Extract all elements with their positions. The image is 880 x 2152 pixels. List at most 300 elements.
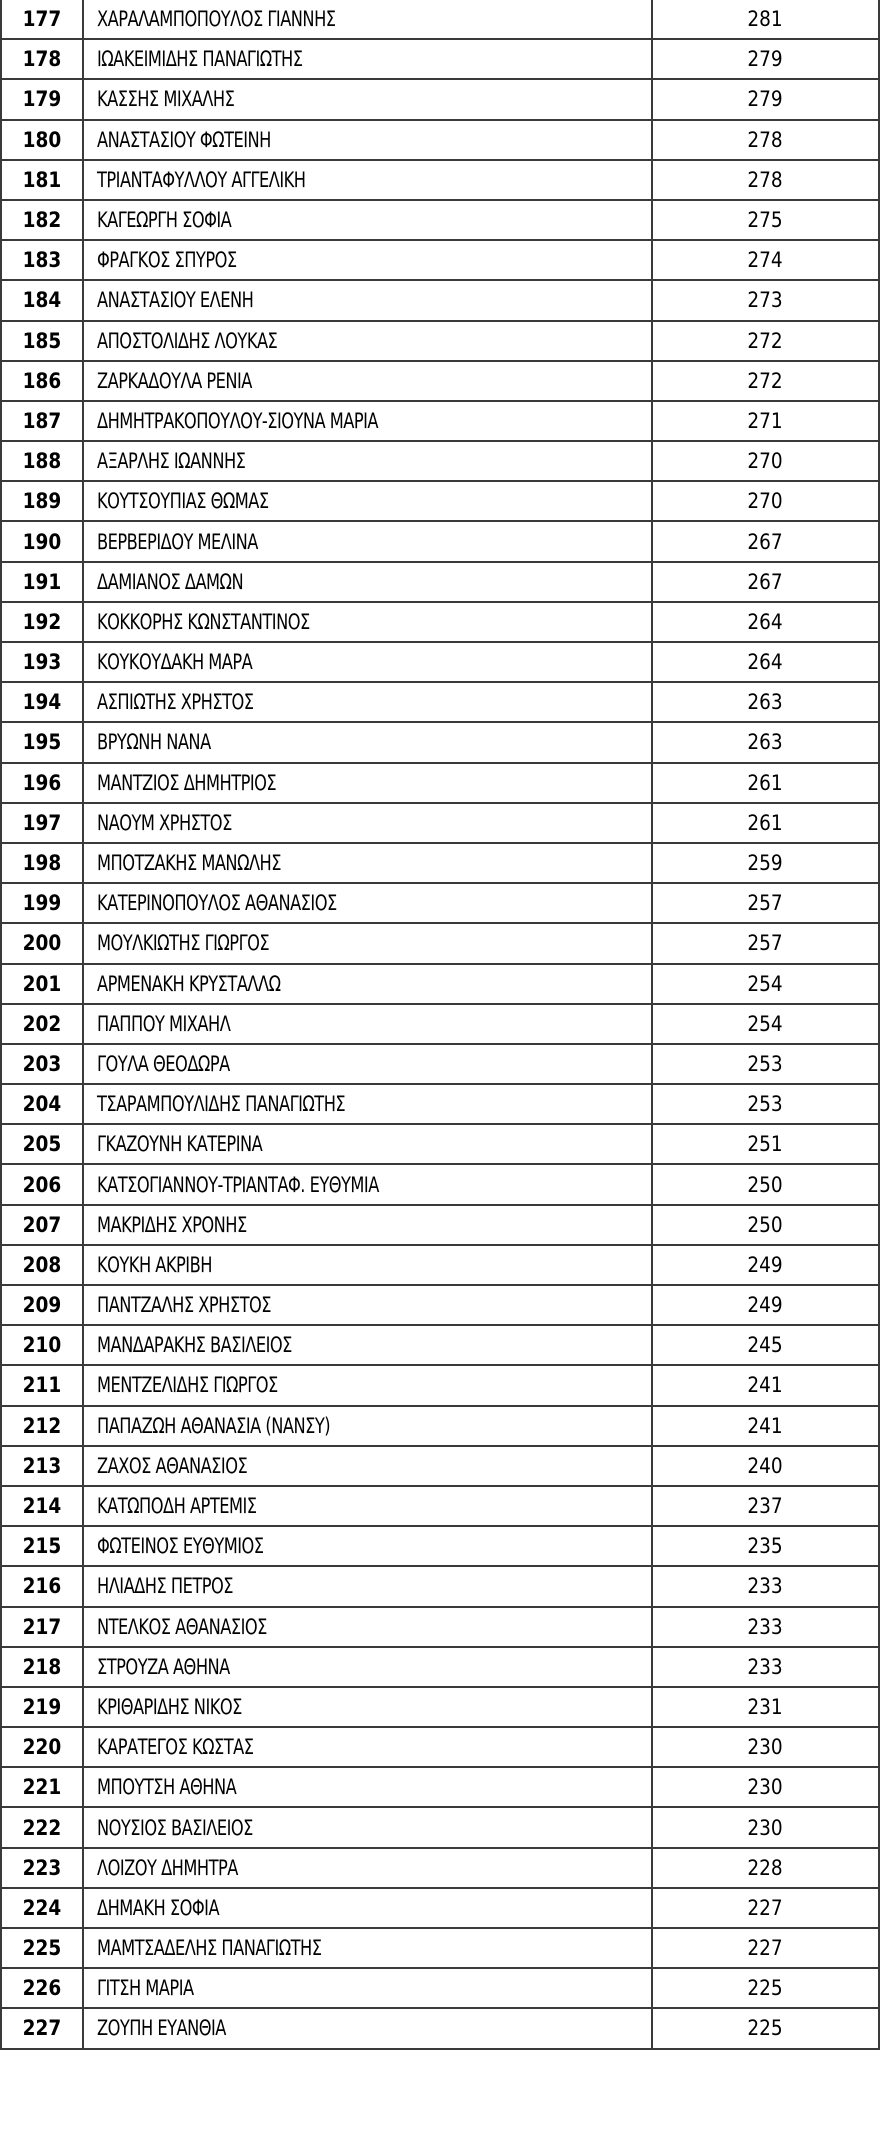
rank-cell xyxy=(1,1325,83,1365)
table-row xyxy=(1,763,879,803)
points-value: 233 xyxy=(747,1614,784,1639)
rank-cell xyxy=(1,1526,83,1566)
table-row xyxy=(1,1848,879,1888)
rank-number: 198 xyxy=(22,851,62,876)
name-cell xyxy=(83,1928,652,1968)
points-cell xyxy=(652,79,879,119)
points-value: 227 xyxy=(747,1936,784,1961)
candidate-name: ΜΑΚΡΙΔΗΣ ΧΡΟΝΗΣ xyxy=(97,1212,247,1237)
candidate-name: ΚΑΡΑΤΕΓΟΣ ΚΩΣΤΑΣ xyxy=(97,1735,254,1760)
table-row xyxy=(1,1004,879,1044)
candidate-name: ΑΡΜΕΝΑΚΗ ΚΡΥΣΤΑΛΛΩ xyxy=(97,971,281,996)
name-cell xyxy=(83,1526,652,1566)
name-cell xyxy=(83,1607,652,1647)
points-value: 241 xyxy=(747,1373,784,1398)
rank-number: 197 xyxy=(22,810,62,835)
name-cell xyxy=(83,1084,652,1124)
rank-cell xyxy=(1,521,83,561)
points-cell xyxy=(652,321,879,361)
candidate-name: ΝΟΥΣΙΟΣ ΒΑΣΙΛΕΙΟΣ xyxy=(97,1815,253,1840)
table-row xyxy=(1,1566,879,1606)
points-cell xyxy=(652,280,879,320)
candidate-name: ΚΡΙΘΑΡΙΔΗΣ ΝΙΚΟΣ xyxy=(97,1694,242,1719)
points-value: 279 xyxy=(747,87,784,112)
table-row xyxy=(1,682,879,722)
rank-number: 204 xyxy=(22,1092,62,1117)
table-row xyxy=(1,1727,879,1767)
rank-number: 218 xyxy=(22,1654,62,1679)
points-value: 263 xyxy=(747,730,784,755)
rank-cell xyxy=(1,1928,83,1968)
points-value: 281 xyxy=(747,7,784,32)
table-row xyxy=(1,441,879,481)
candidate-name: ΖΑΧΟΣ ΑΘΑΝΑΣΙΟΣ xyxy=(97,1453,248,1478)
name-cell xyxy=(83,562,652,602)
table-row xyxy=(1,361,879,401)
rank-number: 187 xyxy=(22,408,62,433)
points-cell xyxy=(652,642,879,682)
rank-number: 183 xyxy=(22,248,62,273)
rank-cell xyxy=(1,722,83,762)
candidate-name: ΙΩΑΚΕΙΜΙΔΗΣ ΠΑΝΑΓΙΩΤΗΣ xyxy=(97,47,303,72)
points-cell xyxy=(652,1164,879,1204)
points-cell xyxy=(652,240,879,280)
points-value: 274 xyxy=(747,248,784,273)
table-row xyxy=(1,321,879,361)
candidate-name: ΔΗΜΑΚΗ ΣΟΦΙΑ xyxy=(97,1895,220,1920)
rank-number: 214 xyxy=(22,1494,62,1519)
rank-cell xyxy=(1,361,83,401)
name-cell xyxy=(83,1888,652,1928)
name-cell xyxy=(83,79,652,119)
rank-cell xyxy=(1,1004,83,1044)
table-row xyxy=(1,1807,879,1847)
table-row xyxy=(1,160,879,200)
points-value: 233 xyxy=(747,1654,784,1679)
rank-number: 203 xyxy=(22,1051,62,1076)
rank-cell xyxy=(1,160,83,200)
points-cell xyxy=(652,1727,879,1767)
points-value: 250 xyxy=(747,1212,784,1237)
candidate-name: ΦΩΤΕΙΝΟΣ ΕΥΘΥΜΙΟΣ xyxy=(97,1534,264,1559)
candidate-name: ΜΕΝΤΖΕΛΙΔΗΣ ΓΙΩΡΓΟΣ xyxy=(97,1373,278,1398)
candidate-name: ΧΑΡΑΛΑΜΠΟΠΟΥΛΟΣ ΓΙΑΝΝΗΣ xyxy=(97,7,336,32)
points-cell xyxy=(652,0,879,39)
points-value: 270 xyxy=(747,489,784,514)
candidate-name: ΚΑΓΕΩΡΓΗ ΣΟΦΙΑ xyxy=(97,208,232,233)
rank-cell xyxy=(1,1446,83,1486)
rank-number: 181 xyxy=(22,167,62,192)
points-value: 254 xyxy=(747,1011,784,1036)
candidate-name: ΠΑΠΑΖΩΗ ΑΘΑΝΑΣΙΑ (ΝΑΝΣΥ) xyxy=(97,1413,331,1438)
table-row xyxy=(1,1928,879,1968)
points-cell xyxy=(652,1928,879,1968)
name-cell xyxy=(83,602,652,642)
points-cell xyxy=(652,200,879,240)
candidate-name: ΛΟΙΖΟΥ ΔΗΜΗΤΡΑ xyxy=(97,1855,238,1880)
rank-number: 178 xyxy=(22,47,62,72)
points-cell xyxy=(652,602,879,642)
candidate-name: ΜΠΟΥΤΣΗ ΑΘΗΝΑ xyxy=(97,1775,237,1800)
table-row xyxy=(1,1406,879,1446)
points-value: 225 xyxy=(747,1976,784,2001)
rank-cell xyxy=(1,401,83,441)
name-cell xyxy=(83,1486,652,1526)
rank-cell xyxy=(1,883,83,923)
points-value: 241 xyxy=(747,1413,784,1438)
rank-number: 208 xyxy=(22,1252,62,1277)
points-cell xyxy=(652,481,879,521)
table-row xyxy=(1,1687,879,1727)
table-row xyxy=(1,1084,879,1124)
points-value: 279 xyxy=(747,47,784,72)
rank-number: 194 xyxy=(22,690,62,715)
points-value: 275 xyxy=(747,208,784,233)
name-cell xyxy=(83,39,652,79)
rank-number: 201 xyxy=(22,971,62,996)
candidate-name: ΜΑΜΤΣΑΔΕΛΗΣ ΠΑΝΑΓΙΩΤΗΣ xyxy=(97,1936,322,1961)
points-value: 230 xyxy=(747,1775,784,1800)
candidate-name: ΚΟΥΚΟΥΔΑΚΗ ΜΑΡΑ xyxy=(97,650,253,675)
points-cell xyxy=(652,1446,879,1486)
candidate-name: ΑΠΟΣΤΟΛΙΔΗΣ ΛΟΥΚΑΣ xyxy=(97,328,278,353)
table-row xyxy=(1,401,879,441)
points-value: 235 xyxy=(747,1534,784,1559)
name-cell xyxy=(83,200,652,240)
table-row xyxy=(1,1365,879,1405)
points-value: 245 xyxy=(747,1333,784,1358)
points-value: 272 xyxy=(747,368,784,393)
candidate-name: ΝΑΟΥΜ ΧΡΗΣΤΟΣ xyxy=(97,810,232,835)
rank-number: 199 xyxy=(22,891,62,916)
candidate-name: ΤΡΙΑΝΤΑΦΥΛΛΟΥ ΑΓΓΕΛΙΚΗ xyxy=(97,167,306,192)
points-cell xyxy=(652,1526,879,1566)
points-value: 240 xyxy=(747,1453,784,1478)
points-cell xyxy=(652,964,879,1004)
candidate-name: ΒΡΥΩΝΗ ΝΑΝΑ xyxy=(97,730,211,755)
rank-number: 185 xyxy=(22,328,62,353)
candidate-name: ΚΑΤΕΡΙΝΟΠΟΥΛΟΣ ΑΘΑΝΑΣΙΟΣ xyxy=(97,891,337,916)
points-cell xyxy=(652,923,879,963)
rank-cell xyxy=(1,1486,83,1526)
name-cell xyxy=(83,1365,652,1405)
points-value: 228 xyxy=(747,1855,784,1880)
candidate-name: ΓΙΤΣΗ ΜΑΡΙΑ xyxy=(97,1976,194,2001)
candidate-name: ΜΟΥΛΚΙΩΤΗΣ ΓΙΩΡΓΟΣ xyxy=(97,931,270,956)
points-cell xyxy=(652,1607,879,1647)
rank-number: 193 xyxy=(22,650,62,675)
rank-number: 182 xyxy=(22,208,62,233)
points-cell xyxy=(652,160,879,200)
candidate-name: ΔΑΜΙΑΝΟΣ ΔΑΜΩΝ xyxy=(97,569,244,594)
points-value: 249 xyxy=(747,1293,784,1318)
points-value: 227 xyxy=(747,1895,784,1920)
rank-cell xyxy=(1,562,83,602)
table-row xyxy=(1,1767,879,1807)
points-cell xyxy=(652,1406,879,1446)
points-value: 230 xyxy=(747,1735,784,1760)
table-row xyxy=(1,1245,879,1285)
points-cell xyxy=(652,1647,879,1687)
points-cell xyxy=(652,1767,879,1807)
rank-cell xyxy=(1,1968,83,2008)
rank-cell xyxy=(1,1727,83,1767)
table-row xyxy=(1,1888,879,1928)
table-row xyxy=(1,1968,879,2008)
candidate-name: ΑΝΑΣΤΑΣΙΟΥ ΦΩΤΕΙΝΗ xyxy=(97,127,271,152)
name-cell xyxy=(83,1807,652,1847)
candidate-name: ΗΛΙΑΔΗΣ ΠΕΤΡΟΣ xyxy=(97,1574,234,1599)
points-value: 271 xyxy=(747,408,784,433)
points-cell xyxy=(652,1687,879,1727)
name-cell xyxy=(83,803,652,843)
rank-cell xyxy=(1,964,83,1004)
name-cell xyxy=(83,280,652,320)
rank-number: 190 xyxy=(22,529,62,554)
rank-cell xyxy=(1,280,83,320)
candidate-name: ΜΑΝΔΑΡΑΚΗΣ ΒΑΣΙΛΕΙΟΣ xyxy=(97,1333,292,1358)
points-value: 249 xyxy=(747,1252,784,1277)
rank-number: 213 xyxy=(22,1453,62,1478)
rank-cell xyxy=(1,1888,83,1928)
points-cell xyxy=(652,1365,879,1405)
name-cell xyxy=(83,1566,652,1606)
table-row xyxy=(1,1446,879,1486)
name-cell xyxy=(83,1767,652,1807)
rank-cell xyxy=(1,1124,83,1164)
points-cell xyxy=(652,562,879,602)
points-value: 237 xyxy=(747,1494,784,1519)
name-cell xyxy=(83,843,652,883)
points-cell xyxy=(652,1486,879,1526)
name-cell xyxy=(83,441,652,481)
name-cell xyxy=(83,1968,652,2008)
table-row xyxy=(1,1124,879,1164)
points-cell xyxy=(652,1807,879,1847)
table-row xyxy=(1,481,879,521)
table-row xyxy=(1,923,879,963)
candidate-name: ΚΑΤΣΟΓΙΑΝΝΟΥ-ΤΡΙΑΝΤΑΦ. ΕΥΘΥΜΙΑ xyxy=(97,1172,379,1197)
points-value: 259 xyxy=(747,851,784,876)
rank-cell xyxy=(1,1848,83,1888)
name-cell xyxy=(83,1848,652,1888)
table-row xyxy=(1,1044,879,1084)
name-cell xyxy=(83,642,652,682)
name-cell xyxy=(83,401,652,441)
candidate-name: ΠΑΝΤΖΑΛΗΣ ΧΡΗΣΤΟΣ xyxy=(97,1293,272,1318)
points-value: 251 xyxy=(747,1132,784,1157)
rank-cell xyxy=(1,602,83,642)
rank-cell xyxy=(1,1365,83,1405)
points-value: 257 xyxy=(747,931,784,956)
rank-cell xyxy=(1,642,83,682)
points-cell xyxy=(652,1325,879,1365)
name-cell xyxy=(83,321,652,361)
rank-cell xyxy=(1,1406,83,1446)
rank-number: 191 xyxy=(22,569,62,594)
candidate-name: ΖΟΥΠΗ ΕΥΑΝΘΙΑ xyxy=(97,2016,226,2041)
name-cell xyxy=(83,481,652,521)
points-cell xyxy=(652,722,879,762)
table-row xyxy=(1,120,879,160)
name-cell xyxy=(83,120,652,160)
table-row xyxy=(1,1647,879,1687)
points-cell xyxy=(652,441,879,481)
name-cell xyxy=(83,1647,652,1687)
name-cell xyxy=(83,682,652,722)
table-row xyxy=(1,1526,879,1566)
points-value: 250 xyxy=(747,1172,784,1197)
table-row xyxy=(1,803,879,843)
rank-cell xyxy=(1,1164,83,1204)
table-row xyxy=(1,240,879,280)
table-row xyxy=(1,521,879,561)
candidate-name: ΑΞΑΡΛΗΣ ΙΩΑΝΝΗΣ xyxy=(97,449,246,474)
points-value: 278 xyxy=(747,167,784,192)
table-row xyxy=(1,79,879,119)
rank-cell xyxy=(1,39,83,79)
rank-number: 221 xyxy=(22,1775,62,1800)
name-cell xyxy=(83,1727,652,1767)
candidate-name: ΚΑΣΣΗΣ ΜΙΧΑΛΗΣ xyxy=(97,87,235,112)
table-row xyxy=(1,883,879,923)
rank-number: 188 xyxy=(22,449,62,474)
points-cell xyxy=(652,1124,879,1164)
rank-cell xyxy=(1,1044,83,1084)
rank-cell xyxy=(1,923,83,963)
candidate-name: ΚΑΤΩΠΟΔΗ ΑΡΤΕΜΙΣ xyxy=(97,1494,257,1519)
candidate-name: ΚΟΥΚΗ ΑΚΡΙΒΗ xyxy=(97,1252,212,1277)
rank-cell xyxy=(1,843,83,883)
points-cell xyxy=(652,1084,879,1124)
rank-number: 179 xyxy=(22,87,62,112)
name-cell xyxy=(83,240,652,280)
name-cell xyxy=(83,2008,652,2048)
rank-number: 207 xyxy=(22,1212,62,1237)
rank-number: 186 xyxy=(22,368,62,393)
name-cell xyxy=(83,1205,652,1245)
table-row xyxy=(1,843,879,883)
rank-cell xyxy=(1,1084,83,1124)
points-value: 261 xyxy=(747,770,784,795)
name-cell xyxy=(83,0,652,39)
points-cell xyxy=(652,843,879,883)
table-row xyxy=(1,0,879,39)
candidate-name: ΤΣΑΡΑΜΠΟΥΛΙΔΗΣ ΠΑΝΑΓΙΩΤΗΣ xyxy=(97,1092,346,1117)
rank-number: 196 xyxy=(22,770,62,795)
table-row xyxy=(1,1607,879,1647)
rank-cell xyxy=(1,1205,83,1245)
rank-number: 205 xyxy=(22,1132,62,1157)
name-cell xyxy=(83,1446,652,1486)
rank-number: 220 xyxy=(22,1735,62,1760)
name-cell xyxy=(83,160,652,200)
table-row xyxy=(1,602,879,642)
rank-cell xyxy=(1,1566,83,1606)
rank-number: 224 xyxy=(22,1895,62,1920)
rank-number: 206 xyxy=(22,1172,62,1197)
candidate-name: ΔΗΜΗΤΡΑΚΟΠΟΥΛΟΥ-ΣΙΟΥΝΑ ΜΑΡΙΑ xyxy=(97,408,379,433)
rank-number: 209 xyxy=(22,1293,62,1318)
rank-number: 200 xyxy=(22,931,62,956)
rank-cell xyxy=(1,441,83,481)
rank-number: 189 xyxy=(22,489,62,514)
points-cell xyxy=(652,1566,879,1606)
table-row xyxy=(1,562,879,602)
rank-number: 212 xyxy=(22,1413,62,1438)
candidate-name: ΜΠΟΤΖΑΚΗΣ ΜΑΝΩΛΗΣ xyxy=(97,851,282,876)
rank-number: 216 xyxy=(22,1574,62,1599)
table-row xyxy=(1,1285,879,1325)
rank-cell xyxy=(1,321,83,361)
points-cell xyxy=(652,1044,879,1084)
candidate-name: ΚΟΚΚΟΡΗΣ ΚΩΝΣΤΑΝΤΙΝΟΣ xyxy=(97,609,310,634)
table-row xyxy=(1,2008,879,2048)
rank-number: 217 xyxy=(22,1614,62,1639)
rank-cell xyxy=(1,200,83,240)
points-cell xyxy=(652,521,879,561)
points-value: 272 xyxy=(747,328,784,353)
points-cell xyxy=(652,1205,879,1245)
name-cell xyxy=(83,1164,652,1204)
rank-number: 219 xyxy=(22,1694,62,1719)
rank-number: 202 xyxy=(22,1011,62,1036)
name-cell xyxy=(83,923,652,963)
rank-cell xyxy=(1,1285,83,1325)
rank-number: 226 xyxy=(22,1976,62,2001)
candidate-name: ΣΤΡΟΥΖΑ ΑΘΗΝΑ xyxy=(97,1654,230,1679)
rank-number: 184 xyxy=(22,288,62,313)
name-cell xyxy=(83,883,652,923)
name-cell xyxy=(83,1325,652,1365)
candidate-name: ΑΝΑΣΤΑΣΙΟΥ ΕΛΕΝΗ xyxy=(97,288,254,313)
name-cell xyxy=(83,1687,652,1727)
candidate-name: ΝΤΕΛΚΟΣ ΑΘΑΝΑΣΙΟΣ xyxy=(97,1614,267,1639)
points-cell xyxy=(652,120,879,160)
table-row xyxy=(1,1205,879,1245)
points-cell xyxy=(652,1285,879,1325)
rank-cell xyxy=(1,1607,83,1647)
rank-number: 210 xyxy=(22,1333,62,1358)
name-cell xyxy=(83,521,652,561)
candidate-name: ΓΚΑΖΟΥΝΗ ΚΑΤΕΡΙΝΑ xyxy=(97,1132,263,1157)
rank-cell xyxy=(1,120,83,160)
table-row xyxy=(1,1325,879,1365)
table-row xyxy=(1,642,879,682)
name-cell xyxy=(83,1245,652,1285)
points-cell xyxy=(652,39,879,79)
points-value: 225 xyxy=(747,2016,784,2041)
points-value: 267 xyxy=(747,529,784,554)
points-cell xyxy=(652,401,879,441)
rank-cell xyxy=(1,1767,83,1807)
points-value: 257 xyxy=(747,891,784,916)
rank-cell xyxy=(1,79,83,119)
candidate-name: ΜΑΝΤΖΙΟΣ ΔΗΜΗΤΡΙΟΣ xyxy=(97,770,277,795)
points-cell xyxy=(652,682,879,722)
candidate-name: ΓΟΥΛΑ ΘΕΟΔΩΡΑ xyxy=(97,1051,230,1076)
points-cell xyxy=(652,803,879,843)
points-value: 264 xyxy=(747,609,784,634)
points-cell xyxy=(652,1888,879,1928)
name-cell xyxy=(83,1124,652,1164)
candidate-name: ΚΟΥΤΣΟΥΠΙΑΣ ΘΩΜΑΣ xyxy=(97,489,269,514)
points-value: 233 xyxy=(747,1574,784,1599)
rank-number: 180 xyxy=(22,127,62,152)
table-row xyxy=(1,1164,879,1204)
rank-cell xyxy=(1,682,83,722)
points-value: 278 xyxy=(747,127,784,152)
